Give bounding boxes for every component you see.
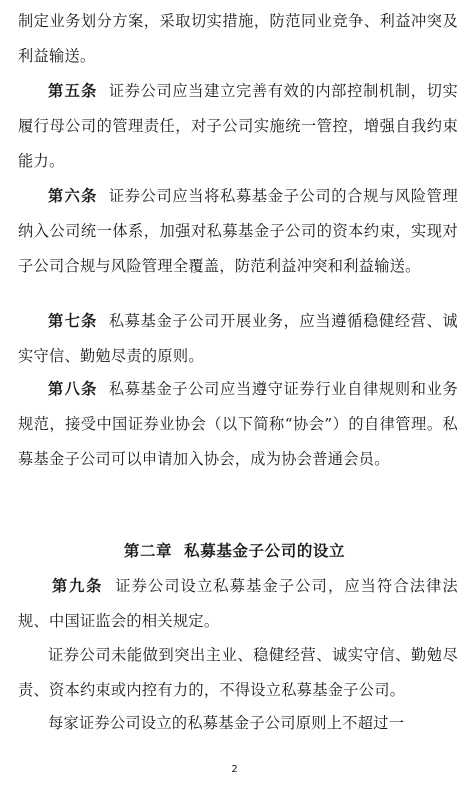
paragraph-text: 私募基金子公司应当遵守证券行业自律规则和业务规范，接受中国证券业协会（以下简称“协会”）的自律管理。私募基金子公司可以申请加入协会，成为协会普通会员。 <box>18 380 458 468</box>
article-7-paragraph <box>18 304 458 374</box>
article-8-paragraph <box>18 372 458 477</box>
paragraph-text: 制定业务划分方案，采取切实措施，防范同业竞争、利益冲突及利益输送。 <box>18 12 458 65</box>
article-number: 第五条 <box>48 82 98 100</box>
paragraph-continuation <box>18 4 458 74</box>
article-number: 第七条 <box>48 312 98 330</box>
article-6-paragraph <box>18 179 458 284</box>
paragraph-text: 证券公司设立私募基金子公司，应当符合法律法规、中国证监会的相关规定。 <box>18 577 458 630</box>
article-9-third-paragraph <box>18 706 458 741</box>
article-number: 第六条 <box>48 187 98 205</box>
paragraph-text: 私募基金子公司开展业务，应当遵循稳健经营、诚实守信、勤勉尽责的原则。 <box>18 312 458 365</box>
page-number: 2 <box>231 764 238 775</box>
paragraph-text: 证券公司应当将私募基金子公司的合规与风险管理纳入公司统一体系，加强对私募基金子公司的资本约束，实现对子公司合规与风险管理全覆盖，防范利益冲突和利益输送。 <box>18 187 458 275</box>
paragraph-text: 证券公司未能做到突出主业、稳健经营、诚实守信、勤勉尽责、资本约束或内控有力的，不得设立私募基金子公司。 <box>18 646 458 699</box>
article-number: 第八条 <box>48 380 98 398</box>
article-number: 第九条 <box>52 577 104 595</box>
article-9-paragraph <box>18 569 458 639</box>
chapter-heading: 第二章 私募基金子公司的设立 <box>123 541 346 560</box>
article-9-second-paragraph <box>18 638 458 708</box>
paragraph-text: 证券公司应当建立完善有效的内部控制机制，切实履行母公司的管理责任，对子公司实施统一管控，增强自我约束能力。 <box>18 82 458 170</box>
article-5-paragraph <box>18 74 458 179</box>
paragraph-text: 每家证券公司设立的私募基金子公司原则上不超过一 <box>48 714 405 732</box>
